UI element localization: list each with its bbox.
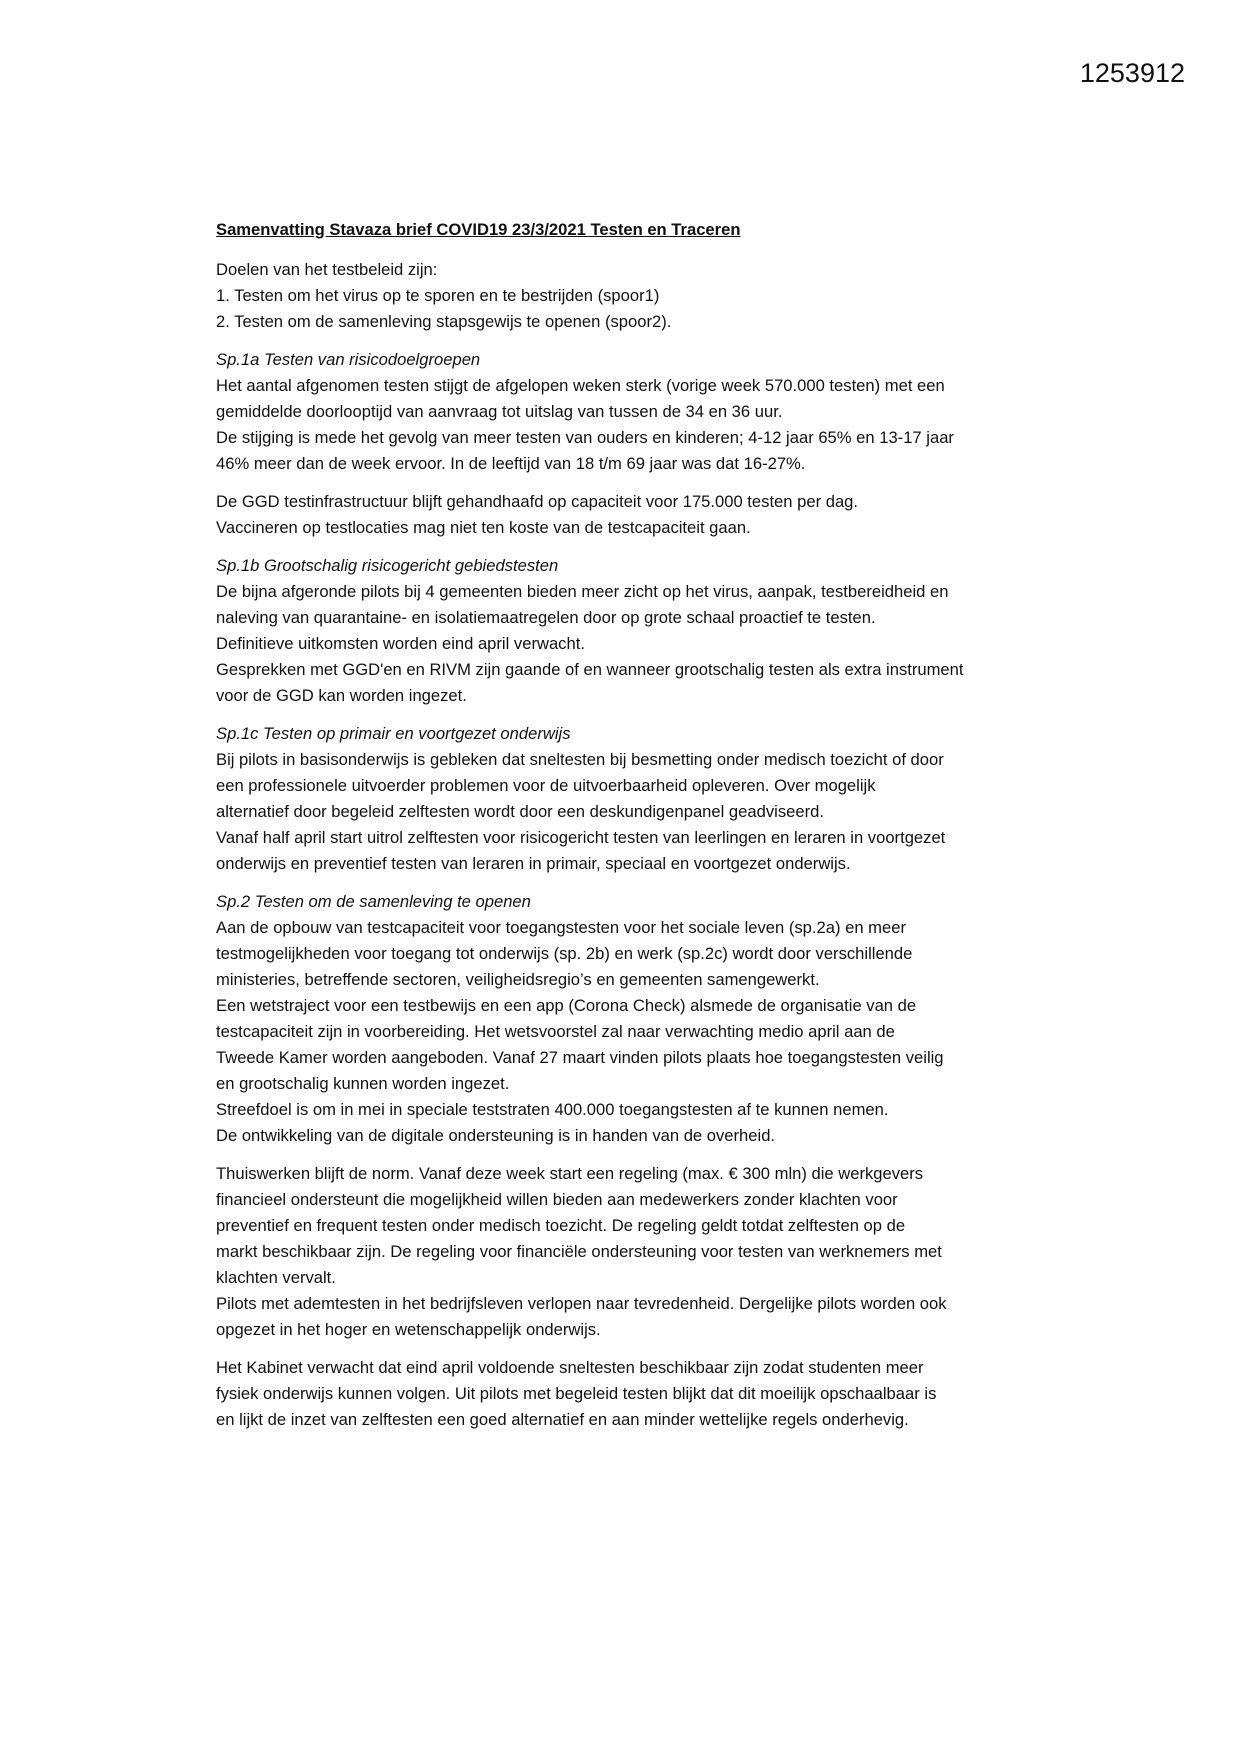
paragraph-line: 1. Testen om het virus op te sporen en te bestrijden (spoor1) xyxy=(216,286,660,305)
section-5 xyxy=(216,721,1046,877)
section-8 xyxy=(216,1355,1046,1433)
paragraph-line: De GGD testinfrastructuur blijft gehandhaafd op capaciteit voor 175.000 testen per dag. xyxy=(216,492,859,511)
section-6 xyxy=(216,889,1046,1149)
section-heading: Sp.1a Testen van risicodoelgroepen xyxy=(216,350,481,369)
paragraph-line: klachten vervalt. xyxy=(216,1268,336,1287)
paragraph-line: alternatief door begeleid zelftesten wordt door een deskundigenpanel geadviseerd. xyxy=(216,802,824,821)
paragraph-line: naleving van quarantaine- en isolatiemaatregelen door op grote schaal proactief te testen. xyxy=(216,608,876,627)
paragraph-line: testmogelijkheden voor toegang tot onderwijs (sp. 2b) en werk (sp.2c) wordt door verschillende xyxy=(216,944,913,963)
paragraph-line: Aan de opbouw van testcapaciteit voor toegangstesten voor het sociale leven (sp.2a) en meer xyxy=(216,918,906,937)
paragraph-line: Doelen van het testbeleid zijn: xyxy=(216,260,438,279)
paragraph-line: een professionele uitvoerder problemen voor de uitvoerbaarheid opleveren. Over mogelijk xyxy=(216,776,876,795)
paragraph-line: fysiek onderwijs kunnen volgen. Uit pilots met begeleid testen blijkt dat dit moeilijk opschaalbaar is xyxy=(216,1384,937,1403)
document-title: Samenvatting Stavaza brief COVID19 23/3/2021 Testen en Traceren xyxy=(216,220,741,239)
paragraph-line: Het aantal afgenomen testen stijgt de afgelopen weken sterk (vorige week 570.000 testen) met een xyxy=(216,376,945,395)
paragraph-line: opgezet in het hoger en wetenschappelijk onderwijs. xyxy=(216,1320,601,1339)
paragraph-line: De ontwikkeling van de digitale ondersteuning is in handen van de overheid. xyxy=(216,1126,776,1145)
paragraph-line: 46% meer dan de week ervoor. In de leeftijd van 18 t/m 69 jaar was dat 16-27%. xyxy=(216,454,806,473)
paragraph-line: Vaccineren op testlocaties mag niet ten koste van de testcapaciteit gaan. xyxy=(216,518,751,537)
section-heading: Sp.1c Testen op primair en voortgezet onderwijs xyxy=(216,724,571,743)
paragraph-line: ministeries, betreffende sectoren, veiligheidsregio’s en gemeenten samengewerkt. xyxy=(216,970,820,989)
paragraph-line: testcapaciteit zijn in voorbereiding. Het wetsvoorstel zal naar verwachting medio april aan de xyxy=(216,1022,895,1041)
section-7 xyxy=(216,1161,1046,1343)
paragraph-line: voor de GGD kan worden ingezet. xyxy=(216,686,467,705)
paragraph-line: markt beschikbaar zijn. De regeling voor financiële ondersteuning voor testen van werknemers met xyxy=(216,1242,942,1261)
paragraph-line: Pilots met ademtesten in het bedrijfsleven verlopen naar tevredenheid. Dergelijke pilots worden ook xyxy=(216,1294,947,1313)
paragraph-line: preventief en frequent testen onder medisch toezicht. De regeling geldt totdat zelftesten op de xyxy=(216,1216,906,1235)
paragraph-line: en lijkt de inzet van zelftesten een goed alternatief en aan minder wettelijke regels onderhevig. xyxy=(216,1410,909,1429)
document-body xyxy=(216,217,1046,1445)
paragraph-line: Het Kabinet verwacht dat eind april voldoende sneltesten beschikbaar zijn zodat studenten meer xyxy=(216,1358,924,1377)
paragraph-line: Definitieve uitkomsten worden eind april verwacht. xyxy=(216,634,585,653)
paragraph-line: 2. Testen om de samenleving stapsgewijs te openen (spoor2). xyxy=(216,312,672,331)
paragraph-line: De stijging is mede het gevolg van meer testen van ouders en kinderen; 4-12 jaar 65% en 13-17 jaar xyxy=(216,428,954,447)
paragraph-line: Bij pilots in basisonderwijs is gebleken dat sneltesten bij besmetting onder medisch toezicht of door xyxy=(216,750,944,769)
section-4 xyxy=(216,553,1046,709)
sections-container xyxy=(216,257,1046,1433)
paragraph-line: Een wetstraject voor een testbewijs en een app (Corona Check) alsmede de organisatie van de xyxy=(216,996,917,1015)
document-number: 1253912 xyxy=(1079,58,1185,88)
paragraph-line: en grootschalig kunnen worden ingezet. xyxy=(216,1074,510,1093)
section-1 xyxy=(216,257,1046,335)
section-3 xyxy=(216,489,1046,541)
paragraph-line: Tweede Kamer worden aangeboden. Vanaf 27 maart vinden pilots plaats hoe toegangstesten veilig xyxy=(216,1048,944,1067)
paragraph-line: onderwijs en preventief testen van leraren in primair, speciaal en voortgezet onderwijs. xyxy=(216,854,851,873)
paragraph-line: financieel ondersteunt die mogelijkheid willen bieden aan medewerkers zonder klachten voor xyxy=(216,1190,898,1209)
paragraph-line: Gesprekken met GGD'en en RIVM zijn gaande of en wanneer grootschalig testen als extra instrument xyxy=(216,660,964,679)
section-heading: Sp.1b Grootschalig risicogericht gebiedstesten xyxy=(216,556,559,575)
paragraph-line: Streefdoel is om in mei in speciale teststraten 400.000 toegangstesten af te kunnen nemen. xyxy=(216,1100,889,1119)
paragraph-line: Thuiswerken blijft de norm. Vanaf deze week start een regeling (max. € 300 mln) die werkgevers xyxy=(216,1164,924,1183)
section-2 xyxy=(216,347,1046,477)
section-heading: Sp.2 Testen om de samenleving te openen xyxy=(216,892,531,911)
paragraph-line: gemiddelde doorlooptijd van aanvraag tot uitslag van tussen de 34 en 36 uur. xyxy=(216,402,783,421)
paragraph-line: Vanaf half april start uitrol zelftesten voor risicogericht testen van leerlingen en leraren in voortgezet xyxy=(216,828,946,847)
paragraph-line: De bijna afgeronde pilots bij 4 gemeenten bieden meer zicht op het virus, aanpak, testbereidheid en xyxy=(216,582,949,601)
